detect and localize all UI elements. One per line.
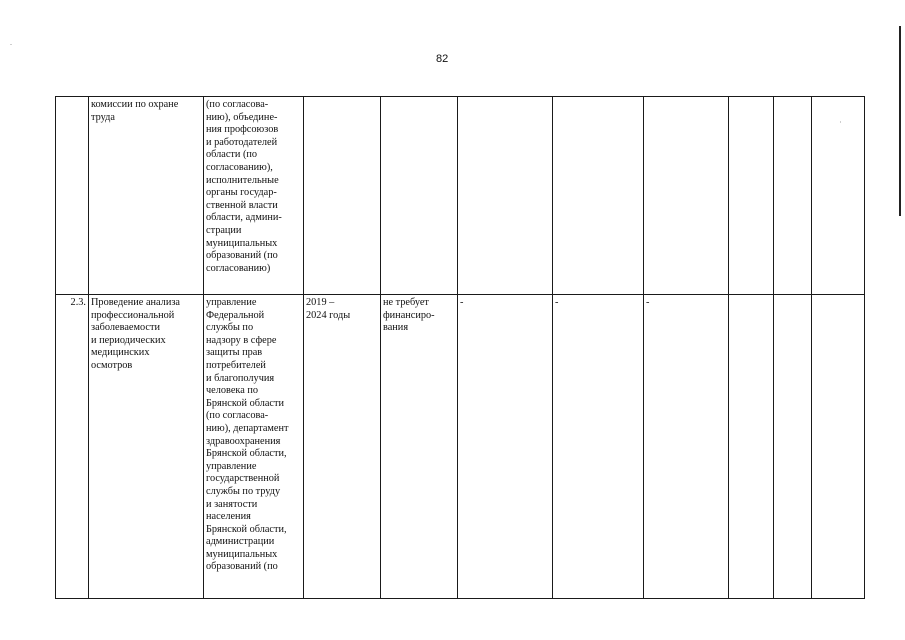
data-cell [812, 97, 865, 295]
data-cell [458, 97, 553, 295]
scan-dust-mark [10, 44, 12, 45]
page-number: 82 [436, 53, 449, 65]
financing-cell [381, 97, 458, 295]
data-cell [774, 295, 812, 599]
period-cell: 2019 – 2024 годы [304, 295, 381, 599]
financing-cell: не требует финансиро- вания [381, 295, 458, 599]
row-number-cell [56, 97, 89, 295]
data-cell [774, 97, 812, 295]
period-cell [304, 97, 381, 295]
data-cell [729, 97, 774, 295]
executors-cell: (по согласова- нию), объедине- ния профсоюзов и работодателей области (по согласованию), исполнительные органы государ- ственной власти области, админи- страции муниципальных образований (по согласованию) [204, 97, 304, 295]
row-number-cell: 2.3. [56, 295, 89, 599]
data-cell: - [553, 295, 644, 599]
executors-cell: управление Федеральной службы по надзору в сфере защиты прав потребителей и благополучия человека по Брянской области (по согласова- нию), департамент здравоохранения Брянской области, управление государственной службы по труду и занятости населения Брянской области, администрации муниципальных образований (по [204, 295, 304, 599]
event-cell: комиссии по охране труда [89, 97, 204, 295]
data-cell: - [644, 295, 729, 599]
scan-edge-line [899, 26, 901, 216]
data-cell [644, 97, 729, 295]
data-cell: - [458, 295, 553, 599]
event-cell: Проведение анализа профессиональной заболеваемости и периодических медицинских осмотров [89, 295, 204, 599]
table-row [56, 295, 865, 599]
table-row [56, 97, 865, 295]
data-cell [812, 295, 865, 599]
measures-table [55, 96, 865, 599]
data-cell [729, 295, 774, 599]
data-cell [553, 97, 644, 295]
